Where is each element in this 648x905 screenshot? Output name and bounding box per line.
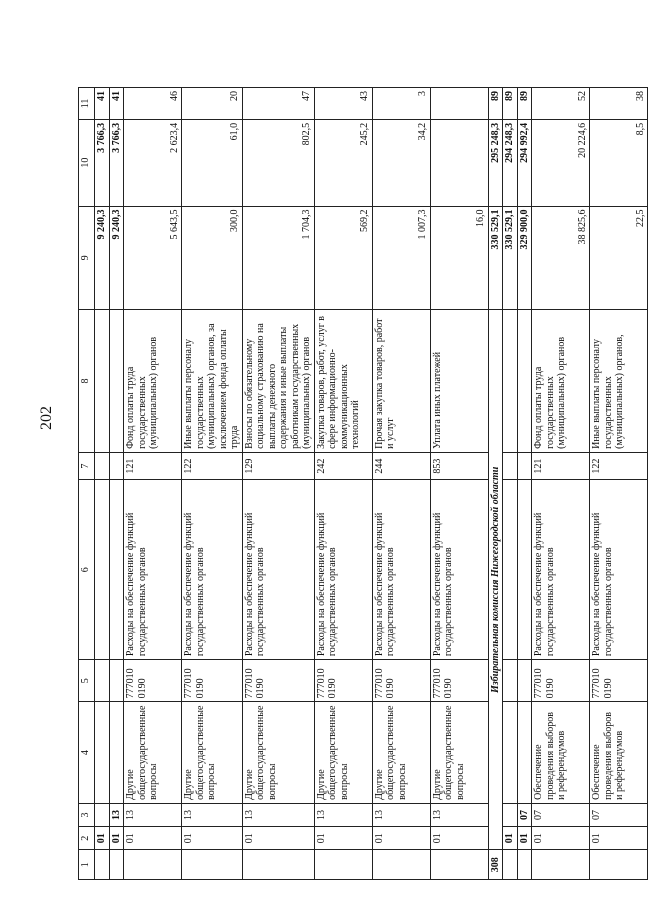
cell-c4 — [95, 702, 110, 804]
cell-c11: 3 — [372, 88, 430, 120]
table-row — [503, 88, 518, 880]
cell-c11: 43 — [314, 88, 372, 120]
table-row — [95, 88, 110, 880]
cell-c3: 13 — [314, 803, 372, 826]
cell-c6: Расходы на обеспечение функций государственных органов — [242, 480, 314, 660]
column-header: 2 — [79, 827, 95, 850]
cell-c1 — [590, 850, 648, 880]
cell-c6 — [503, 480, 518, 660]
cell-c4: Другие общегосударственные вопросы — [242, 702, 314, 804]
cell-c6: Расходы на обеспечение функций государственных органов — [430, 480, 488, 660]
cell-c4 — [517, 702, 532, 804]
column-header: 4 — [79, 702, 95, 804]
cell-c1 — [314, 850, 372, 880]
cell-c4: Обеспечение проведения выборов и референдумов — [532, 702, 590, 804]
cell-c7: 129 — [242, 452, 314, 479]
cell-c8: Взносы по обязательному социальному страхованию на выплаты денежного содержания и иные выплаты работникам государственных (муниципальных) органов — [242, 310, 314, 453]
cell-c9: 5 643,5 — [124, 206, 182, 310]
cell-c1 — [242, 850, 314, 880]
cell-c2: 01 — [532, 827, 590, 850]
section-row — [488, 88, 503, 880]
cell-c11: 52 — [532, 88, 590, 120]
cell-c9: 329 900,0 — [517, 206, 532, 310]
cell-c5: 777010 0190 — [242, 660, 314, 702]
cell-c10: 295 248,3 — [488, 119, 503, 206]
table-row — [314, 88, 372, 880]
cell-c9: 330 529,1 — [503, 206, 518, 310]
column-header: 11 — [79, 88, 95, 120]
table-row — [109, 88, 124, 880]
cell-c6: Расходы на обеспечение функций государственных органов — [372, 480, 430, 660]
cell-c4: Обеспечение проведения выборов и референдумов — [590, 702, 648, 804]
cell-c8: Фонд оплаты труда государственных (муниципальных) органов — [532, 310, 590, 453]
table-body — [95, 88, 648, 880]
cell-c5: 777010 0190 — [372, 660, 430, 702]
cell-c2: 01 — [124, 827, 182, 850]
cell-c2: 01 — [242, 827, 314, 850]
cell-c1 — [532, 850, 590, 880]
cell-c1 — [372, 850, 430, 880]
cell-c10: 34,2 — [372, 119, 430, 206]
table-row — [124, 88, 182, 880]
budget-table — [78, 87, 648, 880]
cell-c1 — [430, 850, 488, 880]
cell-c10: 3 766,3 — [109, 119, 124, 206]
cell-c4: Другие общегосударственные вопросы — [182, 702, 243, 804]
cell-c3: 13 — [372, 803, 430, 826]
cell-c2: 01 — [430, 827, 488, 850]
column-header: 7 — [79, 452, 95, 479]
cell-c6 — [109, 480, 124, 660]
cell-c3: 13 — [430, 803, 488, 826]
cell-c6: Расходы на обеспечение функций государственных органов — [314, 480, 372, 660]
cell-c3 — [95, 803, 110, 826]
cell-c11: 89 — [488, 88, 503, 120]
cell-c10 — [430, 119, 488, 206]
table-row — [532, 88, 590, 880]
cell-c5 — [95, 660, 110, 702]
cell-c11: 41 — [109, 88, 124, 120]
cell-c11: 46 — [124, 88, 182, 120]
cell-c9: 9 240,3 — [95, 206, 110, 310]
cell-c6 — [517, 480, 532, 660]
cell-c7: 242 — [314, 452, 372, 479]
cell-c8 — [517, 310, 532, 453]
cell-c4 — [503, 702, 518, 804]
cell-c7: 122 — [590, 452, 648, 479]
cell-c3: 07 — [517, 803, 532, 826]
cell-c6: Расходы на обеспечение функций государственных органов — [124, 480, 182, 660]
cell-c6: Расходы на обеспечение функций государственных органов — [182, 480, 243, 660]
cell-c11 — [430, 88, 488, 120]
cell-c2: 01 — [372, 827, 430, 850]
column-header: 9 — [79, 206, 95, 310]
cell-c7: 122 — [182, 452, 243, 479]
table-row — [242, 88, 314, 880]
cell-c6 — [95, 480, 110, 660]
cell-c9: 38 825,6 — [532, 206, 590, 310]
cell-c5 — [503, 660, 518, 702]
cell-c10: 8,5 — [590, 119, 648, 206]
cell-c2: 01 — [503, 827, 518, 850]
cell-c11: 20 — [182, 88, 243, 120]
cell-c10: 2 623,4 — [124, 119, 182, 206]
cell-c9: 1 704,3 — [242, 206, 314, 310]
cell-c3: 13 — [109, 803, 124, 826]
cell-c10: 245,2 — [314, 119, 372, 206]
table-row — [372, 88, 430, 880]
cell-c7 — [95, 452, 110, 479]
column-header: 3 — [79, 803, 95, 826]
cell-c11: 89 — [517, 88, 532, 120]
cell-c9: 300,0 — [182, 206, 243, 310]
column-header: 6 — [79, 480, 95, 660]
cell-c2: 01 — [314, 827, 372, 850]
cell-c5: 777010 0190 — [590, 660, 648, 702]
cell-c11: 89 — [503, 88, 518, 120]
cell-c9: 16,0 — [430, 206, 488, 310]
cell-c7: 853 — [430, 452, 488, 479]
cell-c3: 13 — [124, 803, 182, 826]
cell-c4: Другие общегосударственные вопросы — [430, 702, 488, 804]
cell-c5: 777010 0190 — [532, 660, 590, 702]
cell-c9: 330 529,1 — [488, 206, 503, 310]
column-header: 10 — [79, 119, 95, 206]
cell-c1 — [124, 850, 182, 880]
cell-c4: Другие общегосударственные вопросы — [372, 702, 430, 804]
cell-c11: 38 — [590, 88, 648, 120]
column-header: 1 — [79, 850, 95, 880]
cell-c3: 13 — [182, 803, 243, 826]
page-number: 202 — [38, 406, 55, 430]
cell-c11: 47 — [242, 88, 314, 120]
cell-c8: Закупка товаров, работ, услуг в сфере информационно-коммуникационных технологий — [314, 310, 372, 453]
cell-c10: 294 992,4 — [517, 119, 532, 206]
cell-c1 — [503, 850, 518, 880]
cell-c2: 01 — [109, 827, 124, 850]
cell-c4 — [109, 702, 124, 804]
table-row — [430, 88, 488, 880]
cell-c10: 61,0 — [182, 119, 243, 206]
column-header: 8 — [79, 310, 95, 453]
cell-c5 — [517, 660, 532, 702]
cell-c4: Другие общегосударственные вопросы — [124, 702, 182, 804]
cell-c7: 244 — [372, 452, 430, 479]
cell-c5: 777010 0190 — [430, 660, 488, 702]
cell-c1 — [95, 850, 110, 880]
cell-c3: 07 — [590, 803, 648, 826]
cell-c2: 01 — [95, 827, 110, 850]
cell-c1: 308 — [488, 850, 503, 880]
cell-c7 — [503, 452, 518, 479]
cell-c8: Иные выплаты персоналу государственных (муниципальных) органов, — [590, 310, 648, 453]
header-row — [79, 88, 95, 880]
cell-c5 — [109, 660, 124, 702]
cell-c4: Другие общегосударственные вопросы — [314, 702, 372, 804]
cell-c10: 294 248,3 — [503, 119, 518, 206]
cell-c9: 569,2 — [314, 206, 372, 310]
cell-c1 — [182, 850, 243, 880]
cell-c5: 777010 0190 — [182, 660, 243, 702]
cell-c2: 01 — [517, 827, 532, 850]
cell-c8: Иные выплаты персоналу государственных (муниципальных) органов, за исключением фонда оплаты труда — [182, 310, 243, 453]
cell-c7: 121 — [532, 452, 590, 479]
cell-c2: 01 — [590, 827, 648, 850]
cell-c9: 22,5 — [590, 206, 648, 310]
cell-c1 — [517, 850, 532, 880]
cell-c11: 41 — [95, 88, 110, 120]
column-header: 5 — [79, 660, 95, 702]
cell-c6: Расходы на обеспечение функций государственных органов — [590, 480, 648, 660]
cell-c3 — [503, 803, 518, 826]
cell-c10: 3 766,3 — [95, 119, 110, 206]
cell-c10: 20 224,6 — [532, 119, 590, 206]
cell-c7 — [109, 452, 124, 479]
cell-c10: 802,5 — [242, 119, 314, 206]
cell-c8: Фонд оплаты труда государственных (муниципальных) органов — [124, 310, 182, 453]
cell-c1 — [109, 850, 124, 880]
cell-c5: 777010 0190 — [124, 660, 182, 702]
cell-c3: 07 — [532, 803, 590, 826]
cell-c7: 121 — [124, 452, 182, 479]
cell-c8: Уплата иных платежей — [430, 310, 488, 453]
cell-c8 — [109, 310, 124, 453]
table-row — [517, 88, 532, 880]
cell-title: Избирательная комиссия Нижегородской области — [488, 310, 503, 850]
cell-c8 — [503, 310, 518, 453]
cell-c8 — [95, 310, 110, 453]
cell-c8: Прочая закупка товаров, работ и услуг — [372, 310, 430, 453]
cell-c7 — [517, 452, 532, 479]
cell-c9: 1 007,3 — [372, 206, 430, 310]
cell-c5: 777010 0190 — [314, 660, 372, 702]
table-row — [590, 88, 648, 880]
cell-c3: 13 — [242, 803, 314, 826]
cell-c6: Расходы на обеспечение функций государственных органов — [532, 480, 590, 660]
cell-c9: 9 240,3 — [109, 206, 124, 310]
table-row — [182, 88, 243, 880]
budget-table-container — [78, 87, 646, 880]
cell-c2: 01 — [182, 827, 243, 850]
